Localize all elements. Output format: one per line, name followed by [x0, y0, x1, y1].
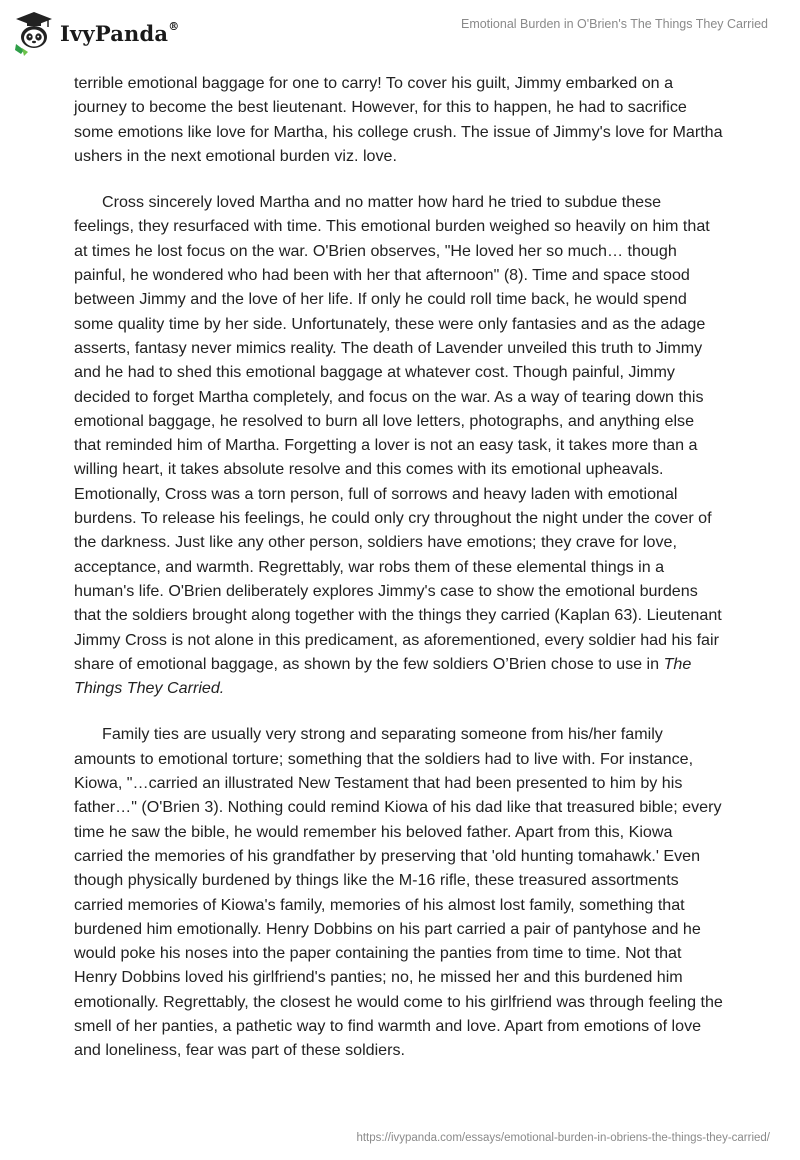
page-header: [0, 0, 800, 66]
essay-body: [74, 71, 724, 1085]
paragraph-family-ties: Family ties are usually very strong and separating someone from his/her family amounts to emotional torture; something that the soldiers had to live with. For instance, Kiowa, "…carried an illustrated New Testament that had been presented to him by his father…" (O'Brien 3). Nothing could remind Kiowa of his dad like that treasured bible; every time he saw the bible, he would remember his beloved father. Apart from this, Kiowa carried the memories of his grandfather by preserving that 'old hunting tomahawk.' Even though physically burdened by things like the M-16 rifle, these treasured assortments carried memories of Kiowa's family, memories of his almost lost family, something that burdened him emotionally. Henry Dobbins on his part carried a pair of pantyhose and he would poke his noses into the paper containing the panties from time to time. Not that Henry Dobbins loved his girlfriend's panties; no, he missed her and this burdened him emotionally. Regrettably, the closest he would come to his girlfriend was through feeling the smell of her panties, a pathetic way to find warmth and love. Apart from emotions of love and loneliness, fear was part of these soldiers.: [74, 725, 723, 1060]
brand-text: IvyPanda: [60, 21, 169, 46]
paragraph-continuation: terrible emotional baggage for one to carry! To cover his guilt, Jimmy embarked on a journey to become the best lieutenant. However, for this to happen, he had to sacrifice some emotions like love for Martha, his college crush. The issue of Jimmy's love for Martha ushers in the next emotional burden viz. love.: [74, 74, 723, 165]
registered-mark: ®: [168, 20, 180, 33]
document-title: Emotional Burden in O'Brien's The Things They Carried: [460, 17, 768, 31]
paragraph-martha: Cross sincerely loved Martha and no matter how hard he tried to subdue these feelings, they resurfaced with time. This emotional burden weighed so heavily on him that at times he lost focus on the war. O'Brien observes, "He loved her so much… though painful, he wondered who had been with her that afternoon" (8). Time and space stood between Jimmy and the love of her life. If only he could roll time back, he would spend some quality time by her side. Unfortunately, these were only fantasies and as the adage asserts, fantasy never mimics reality. The death of Lavender unveiled this truth to Jimmy and he had to shed this emotional baggage at whatever cost. Though painful, Jimmy decided to forget Martha completely, and focus on the war. As a way of tearing down this emotional baggage, he resolved to burn all love letters, photographs, and anything else that reminded him of Martha. Forgetting a lover is not an easy task, it takes more than a willing heart, it takes absolute resolve and this comes with its emotional upheavals. Emotionally, Cross was a torn person, full of sorrows and heavy laden with emotional burdens. To release his feelings, he could only cry throughout the night under the cover of the darkness. Just like any other person, soldiers have emotions; they crave for love, acceptance, and warmth. Regrettably, war robs them of these elemental things in a human's life. O'Brien deliberately explores Jimmy's case to show the emotional burdens that the soldiers brought along together with the things they carried (Kaplan 63). Lieutenant Jimmy Cross is not alone in this predicament, as aforementioned, every soldier had his fair share of emotional baggage, as shown by the few soldiers O’Brien chose to use in The Things They Carried.: [74, 193, 722, 698]
source-url[interactable]: https://ivypanda.com/essays/emotional-burden-in-obriens-the-things-they-carried/: [356, 1132, 770, 1144]
book-title-italic: The Things They Carried.: [74, 654, 692, 698]
panda-graduate-logo-icon[interactable]: [14, 10, 54, 56]
brand-name[interactable]: [60, 21, 179, 46]
